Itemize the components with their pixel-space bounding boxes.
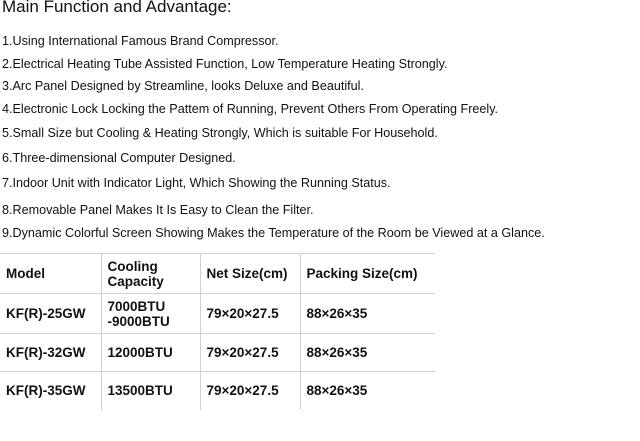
header-cooling-capacity bbox=[101, 254, 200, 294]
feature-item: 3.Arc Panel Designed by Streamline, looks Deluxe and Beautiful. bbox=[2, 79, 364, 93]
cell-packing-size: 88×26×35 bbox=[300, 334, 435, 372]
cell-cooling-capacity bbox=[101, 294, 200, 334]
cell-cooling-line2: -9000BTU bbox=[107, 313, 170, 329]
table-row bbox=[0, 294, 435, 334]
feature-item: 9.Dynamic Colorful Screen Showing Makes the Temperature of the Room be Viewed at a Glance. bbox=[2, 226, 545, 240]
feature-item: 2.Electrical Heating Tube Assisted Function, Low Temperature Heating Strongly. bbox=[2, 57, 448, 71]
table-row bbox=[0, 334, 435, 372]
cell-cooling-capacity: 12000BTU bbox=[101, 334, 200, 372]
cell-model: KF(R)-25GW bbox=[0, 294, 101, 334]
table-header-row bbox=[0, 254, 435, 294]
cell-packing-size: 88×26×35 bbox=[300, 372, 435, 410]
header-net-size: Net Size(cm) bbox=[200, 254, 300, 294]
cell-cooling-line1: 7000BTU bbox=[107, 298, 166, 314]
header-packing-size: Packing Size(cm) bbox=[300, 254, 435, 294]
cell-cooling-capacity: 13500BTU bbox=[101, 372, 200, 410]
table-row bbox=[0, 372, 435, 410]
cell-model: KF(R)-32GW bbox=[0, 334, 101, 372]
header-model: Model bbox=[0, 254, 101, 294]
feature-item: 6.Three-dimensional Computer Designed. bbox=[2, 151, 236, 165]
spec-table bbox=[0, 253, 435, 410]
feature-item: 4.Electronic Lock Locking the Pattem of Running, Prevent Others From Operating Freely. bbox=[2, 102, 499, 116]
page-title: Main Function and Advantage: bbox=[2, 0, 232, 16]
cell-net-size: 79×20×27.5 bbox=[200, 294, 300, 334]
feature-item: 5.Small Size but Cooling & Heating Strongly, Which is suitable For Household. bbox=[2, 126, 438, 140]
cell-model: KF(R)-35GW bbox=[6, 383, 86, 399]
feature-item: 7.Indoor Unit with Indicator Light, Which Showing the Running Status. bbox=[2, 176, 391, 190]
feature-item: 8.Removable Panel Makes It Is Easy to Clean the Filter. bbox=[2, 203, 314, 217]
feature-item: 1.Using International Famous Brand Compressor. bbox=[2, 34, 279, 48]
cell-net-size: 79×20×27.5 bbox=[200, 334, 300, 372]
cell-packing-size: 88×26×35 bbox=[300, 294, 435, 334]
header-cooling-line2: Capacity bbox=[107, 273, 164, 289]
cell-net-size: 79×20×27.5 bbox=[200, 372, 300, 410]
header-cooling-line1: Cooling bbox=[107, 258, 158, 274]
